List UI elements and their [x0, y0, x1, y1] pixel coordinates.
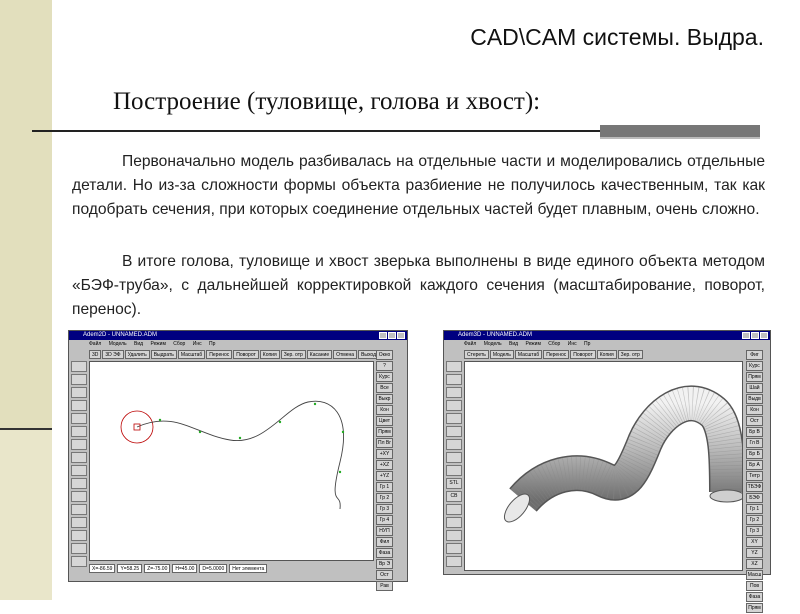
toolbar-button: Перенос	[206, 350, 232, 359]
menu-item: Инс	[192, 341, 202, 347]
curve-point	[199, 431, 201, 433]
toolbar-button: Отмена	[333, 350, 357, 359]
tool-button	[71, 426, 87, 437]
heading-rule-accent-shadow	[600, 137, 760, 139]
tube-render	[465, 362, 742, 570]
toolbar-button: Модель	[490, 350, 514, 359]
toolbar-button: Поворот	[233, 350, 259, 359]
maximize-icon	[388, 332, 396, 339]
menu-item: Инс	[567, 341, 577, 347]
panel-button: Гр 1	[376, 482, 393, 492]
left-decor-band-top	[0, 0, 52, 430]
panel-button: Курс	[746, 361, 763, 371]
panel-button: Прям	[746, 372, 763, 382]
screenshot-adem3d	[443, 330, 771, 611]
menu-item: Режим	[150, 341, 166, 347]
maximize-icon	[751, 332, 759, 339]
tool-button	[71, 530, 87, 541]
panel-button: Гр 1	[746, 504, 763, 514]
menu-item: Вид	[509, 341, 519, 347]
panel-button: Фаза	[746, 592, 763, 602]
panel-button: НУП	[376, 526, 393, 536]
tool-button	[446, 504, 462, 515]
status-d: D=5.0000	[199, 564, 227, 573]
panel-button: Гр 3	[746, 526, 763, 536]
header-title: CAD\CAM системы. Выдра.	[470, 24, 764, 50]
panel-button: ?	[376, 361, 393, 371]
toolbar-button: Стереть	[464, 350, 489, 359]
tool-button	[446, 543, 462, 554]
screenshot-adem2d	[68, 330, 408, 589]
curve-point	[159, 419, 161, 421]
tool-button	[71, 452, 87, 463]
panel-button: XZ	[746, 559, 763, 569]
drawing-canvas-3d	[464, 361, 743, 571]
tool-cb: CB	[446, 491, 462, 502]
panel-button: БЭФ	[746, 493, 763, 503]
menu-item: Файл	[464, 341, 477, 347]
panel-button: Бр А	[746, 460, 763, 470]
toolbar-button: Масштаб	[178, 350, 205, 359]
minimize-icon	[742, 332, 750, 339]
paragraph-2: В итоге голова, туловище и хвост зверька выполнены в виде единого объекта методом «БЭФ-труба», с дальнейшей корректировкой каждого сечения (масштабирование, поворот, перенос).	[72, 253, 765, 318]
toolbar-button: Касание	[307, 350, 332, 359]
panel-button: Кон	[376, 405, 393, 415]
toolbar-button: Зер. отр	[618, 350, 643, 359]
panel-button: Гр 4	[376, 515, 393, 525]
tool-button	[71, 517, 87, 528]
tool-button	[71, 374, 87, 385]
panel-button: Выдв	[746, 394, 763, 404]
tool-button	[71, 504, 87, 515]
panel-button: +XZ	[376, 460, 393, 470]
panel-button: YZ	[746, 548, 763, 558]
curve-point	[342, 431, 344, 433]
toolbar	[464, 350, 744, 359]
status-h: H=45.00	[172, 564, 197, 573]
toolbar-button: Зер. отр	[281, 350, 306, 359]
toolbar-button: Перенос	[543, 350, 569, 359]
status-z: Z=-75.00	[144, 564, 170, 573]
menu-item: Пр	[583, 341, 591, 347]
close-icon	[760, 332, 768, 339]
curve-point	[339, 471, 341, 473]
toolbar-button: 3D ЭФ	[102, 350, 123, 359]
panel-button: Ост	[746, 416, 763, 426]
toolbar-button: Выдрать	[151, 350, 177, 359]
window-title: Adem3D - UNNAMED.ADM	[458, 332, 533, 338]
toolbar-button: 3D	[89, 350, 101, 359]
drawing-canvas-2d	[89, 361, 374, 561]
tool-button	[446, 361, 462, 372]
panel-button: Выкр	[376, 394, 393, 404]
panel-button: Все	[376, 383, 393, 393]
spine-curve	[137, 401, 343, 509]
tool-button	[446, 452, 462, 463]
panel-button: Гл В	[746, 438, 763, 448]
panel-button: Гр 2	[376, 493, 393, 503]
tool-button	[71, 478, 87, 489]
window-title-bar	[69, 331, 407, 340]
toolbar-button: Копия	[260, 350, 280, 359]
panel-button: Фаза	[376, 548, 393, 558]
tool-button	[71, 556, 87, 567]
tube-end-cap-right	[710, 490, 742, 502]
panel-button: Тетр	[746, 471, 763, 481]
right-command-panel	[376, 350, 393, 592]
curve-point	[279, 421, 281, 423]
menu-item: Модель	[108, 341, 127, 347]
panel-button: Фил	[376, 537, 393, 547]
minimize-icon	[379, 332, 387, 339]
panel-button: Фиг	[746, 350, 763, 360]
panel-button: Прям	[376, 427, 393, 437]
tool-button	[446, 530, 462, 541]
heading-rule-accent	[600, 125, 760, 137]
tool-button	[71, 361, 87, 372]
panel-button: Пл Вг	[377, 440, 392, 446]
left-toolbox	[71, 361, 87, 569]
tool-button	[446, 426, 462, 437]
panel-button: Курс	[376, 372, 393, 382]
menu-item: Режим	[525, 341, 541, 347]
panel-button: Пов	[746, 581, 763, 591]
panel-button: Окно	[376, 350, 393, 360]
panel-button: Бр Б	[746, 449, 763, 459]
panel-button: Масш	[747, 572, 762, 578]
status-y: Y=58.25	[117, 564, 142, 573]
tool-button	[71, 465, 87, 476]
panel-button: Шай	[746, 383, 763, 393]
toolbar-button: Поворот	[570, 350, 596, 359]
tool-button	[71, 413, 87, 424]
close-icon	[397, 332, 405, 339]
panel-button: ТБЭФ	[747, 484, 762, 490]
tool-button	[446, 439, 462, 450]
left-decor-band-bottom	[0, 430, 52, 600]
menu-item: Вид	[134, 341, 144, 347]
panel-button: Прям	[746, 603, 763, 613]
panel-button: Гр 2	[746, 515, 763, 525]
tool-button	[71, 491, 87, 502]
menu-item: Сбор	[548, 341, 561, 347]
toolbar	[89, 350, 385, 359]
tool-button	[446, 517, 462, 528]
window-controls	[742, 332, 768, 339]
tool-button	[446, 387, 462, 398]
tool-button	[71, 387, 87, 398]
window-title-bar	[444, 331, 770, 340]
toolbar-button: Копия	[597, 350, 617, 359]
menu-item: Файл	[89, 341, 102, 347]
paragraph-1: Первоначально модель разбивалась на отдельные части и моделировались отдельные детали. Но из-за сложности формы объекта разбиение не получилось качественным, так как подобрать сечения, при которых соединение отдельных частей будет плавным, очень сложно.	[72, 153, 765, 218]
curve-drawing	[90, 362, 373, 560]
panel-button: Кон	[746, 405, 763, 415]
tool-button	[71, 400, 87, 411]
tool-button	[446, 374, 462, 385]
panel-button: +XY	[376, 449, 393, 459]
tool-stl: STL	[446, 478, 462, 489]
slide-heading: Построение (туловище, голова и хвост):	[113, 88, 541, 115]
menu-item: Сбор	[173, 341, 186, 347]
tube-body	[523, 403, 727, 500]
window-title: Adem2D - UNNAMED.ADM	[83, 332, 158, 338]
panel-button: Цвет	[376, 416, 393, 426]
left-toolbox	[446, 361, 462, 569]
panel-button: Гр 3	[376, 504, 393, 514]
panel-button: Ост	[376, 570, 393, 580]
panel-button: +YZ	[376, 471, 393, 481]
panel-button: Бр В	[746, 427, 763, 437]
panel-button: Вр Э	[376, 559, 393, 569]
curve-point	[314, 403, 316, 405]
tool-button	[71, 543, 87, 554]
status-bar	[89, 564, 389, 573]
toolbar-button: Масштаб	[515, 350, 542, 359]
tool-button	[71, 439, 87, 450]
panel-button: XY	[746, 537, 763, 547]
menu-bar	[69, 340, 407, 349]
menu-bar	[444, 340, 770, 349]
status-message: Нет элемента	[229, 564, 267, 573]
tool-button	[446, 413, 462, 424]
toolbar-button: Выход	[358, 350, 379, 359]
status-x: X=-86.59	[89, 564, 115, 573]
tool-button	[446, 556, 462, 567]
menu-item: Модель	[483, 341, 502, 347]
curve-point	[239, 437, 241, 439]
menu-item: Пр	[208, 341, 216, 347]
tool-button	[446, 400, 462, 411]
panel-button: Рав	[376, 581, 393, 591]
window-controls	[379, 332, 405, 339]
toolbar-button: Удалить	[125, 350, 150, 359]
tool-button	[446, 465, 462, 476]
right-command-panel	[746, 350, 763, 614]
